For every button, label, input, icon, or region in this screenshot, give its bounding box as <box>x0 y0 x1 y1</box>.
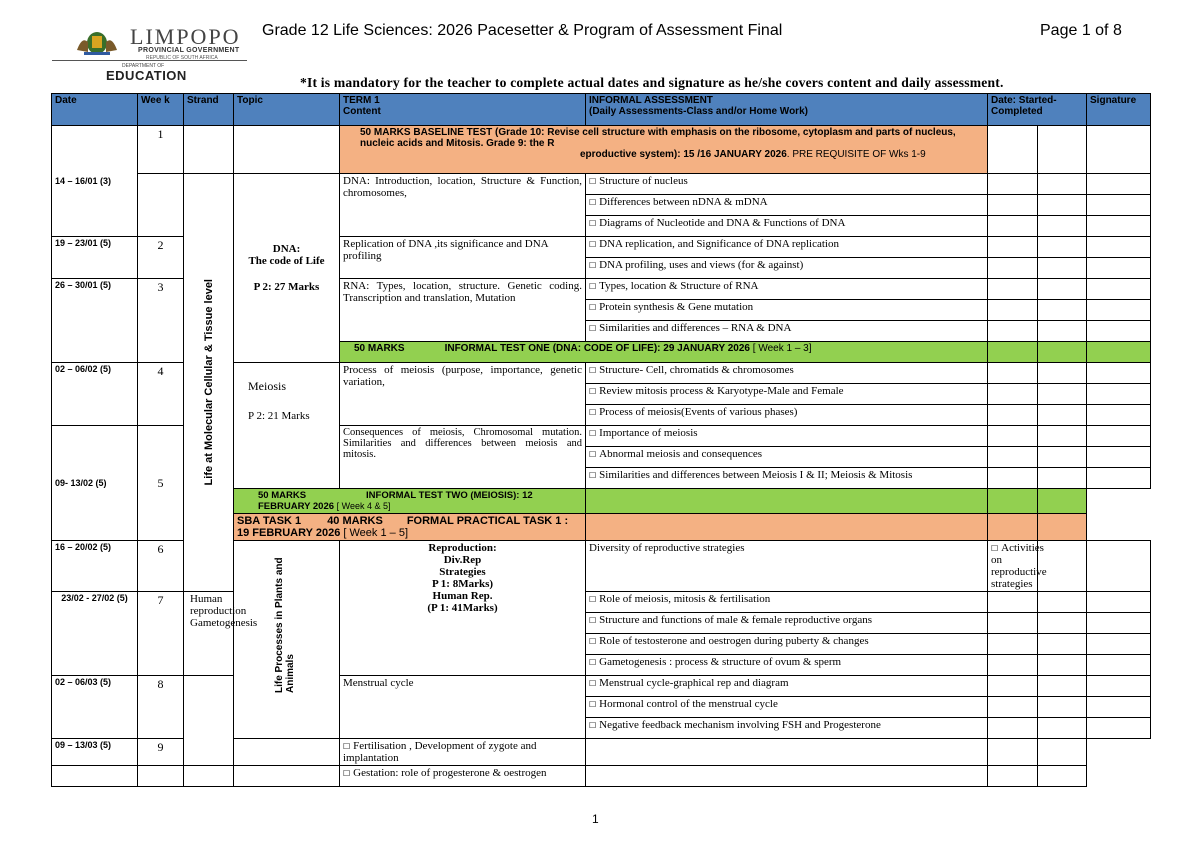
signature-cell <box>1087 216 1151 237</box>
logo-divider <box>52 60 247 61</box>
completed-cell <box>1038 342 1087 363</box>
checkbox-icon: ☐ <box>589 303 597 312</box>
started-cell <box>586 739 988 766</box>
content-cell: Process of meiosis (purpose, importance, genetic variation, <box>340 363 586 426</box>
informal-item <box>586 426 988 447</box>
topic-meiosis-marks: P 2: 21 Marks <box>248 410 310 422</box>
signature-cell <box>1087 468 1151 489</box>
informal-item <box>586 613 988 634</box>
started-cell <box>988 592 1038 613</box>
checkbox-icon: ☐ <box>589 282 597 291</box>
completed-cell <box>1038 384 1087 405</box>
completed-cell <box>1038 279 1087 300</box>
content-cell: RNA: Types, location, structure. Genetic coding. Transcription and translation, Mutation <box>340 279 586 342</box>
sba-text: FORMAL PRACTICAL TASK 1 : 19 FEBRUARY 2026 <box>237 515 569 539</box>
sba-task: SBA TASK 1 <box>237 515 302 527</box>
test2-weeks: [ Week 4 & 5] <box>336 501 391 511</box>
started-cell <box>988 321 1038 342</box>
informal-item <box>586 363 988 384</box>
informal-item-text: Abnormal meiosis and consequences <box>599 448 762 460</box>
date-cell: 26 – 30/01 (5) <box>52 279 138 363</box>
date-cell: 09 – 13/03 (5) <box>52 739 138 766</box>
informal-item <box>340 739 586 766</box>
topic-meiosis-cell <box>234 363 340 489</box>
completed-cell <box>988 514 1038 541</box>
test2-marks: 50 MARKS <box>258 490 307 501</box>
informal-item <box>586 216 988 237</box>
test2-text: INFORMAL TEST TWO (MEIOSIS): 12 FEBRUARY 2026 <box>258 490 533 512</box>
mandatory-notice: *It is mandatory for the teacher to complete actual dates and signature as he/she covers content and daily assessment. <box>300 75 1004 90</box>
week-cell: 7 <box>138 592 184 676</box>
col-signature: Signature <box>1087 94 1151 126</box>
informal-item-text: Structure- Cell, chromatids & chromosomes <box>599 364 794 376</box>
started-cell <box>988 676 1038 697</box>
informal-item <box>586 321 988 342</box>
table-row <box>52 766 1151 787</box>
logo-line1: PROVINCIAL GOVERNMENT <box>138 47 240 54</box>
col-informal-sub: (Daily Assessments-Class and/or Home Work) <box>589 106 808 117</box>
informal-item <box>340 766 586 787</box>
col-informal <box>586 94 988 126</box>
completed-cell <box>1038 655 1087 676</box>
signature-cell <box>1087 697 1151 718</box>
topic-dna-title: DNA: <box>272 243 301 255</box>
signature-cell <box>1087 447 1151 468</box>
checkbox-icon: ☐ <box>589 177 597 186</box>
content-cell: Human reproduction Gametogenesis <box>184 592 234 676</box>
completed-cell <box>1038 216 1087 237</box>
topic-repro-l6: (P 1: 41Marks) <box>427 602 498 614</box>
checkbox-icon: ☐ <box>991 544 999 553</box>
informal-item <box>586 655 988 676</box>
started-cell <box>988 126 1038 174</box>
signature-cell <box>1087 363 1151 384</box>
checkbox-icon: ☐ <box>589 408 597 417</box>
test1-text: INFORMAL TEST ONE (DNA: CODE OF LIFE): 29 JANUARY 2026 <box>444 343 750 354</box>
week-cell: 6 <box>138 541 184 592</box>
topic-repro-l1: Reproduction: <box>428 542 497 554</box>
started-cell <box>988 258 1038 279</box>
topic-repro-l4: P 1: 8Marks) <box>431 578 494 590</box>
signature-cell <box>1087 676 1151 697</box>
signature-cell <box>1087 634 1151 655</box>
informal-item-text: Role of meiosis, mitosis & fertilisation <box>599 593 771 605</box>
checkbox-icon: ☐ <box>589 261 597 270</box>
checkbox-icon: ☐ <box>343 742 351 751</box>
week-cell <box>138 766 184 787</box>
checkbox-icon: ☐ <box>589 240 597 249</box>
strand-cell <box>184 766 234 787</box>
informal-item-text: Fertilisation , Development of zygote and implantation <box>343 740 537 764</box>
checkbox-icon: ☐ <box>589 721 597 730</box>
week-cell: 8 <box>138 676 184 739</box>
date-cell <box>52 766 138 787</box>
table-row <box>52 174 1151 195</box>
started-cell <box>988 697 1038 718</box>
date-cell: 14 – 16/01 (3) <box>52 126 138 237</box>
checkbox-icon: ☐ <box>589 658 597 667</box>
completed-cell <box>1038 237 1087 258</box>
informal-item-text: Similarities and differences – RNA & DNA <box>599 322 792 334</box>
sba-weeks: [ Week 1 – 5] <box>343 527 408 539</box>
completed-cell <box>1038 258 1087 279</box>
informal-item-text: Protein synthesis & Gene mutation <box>599 301 754 313</box>
signature-cell <box>1087 321 1151 342</box>
informal-item <box>586 384 988 405</box>
started-cell <box>988 634 1038 655</box>
started-cell <box>586 766 988 787</box>
week-cell: 1 <box>138 126 184 174</box>
completed-cell <box>1038 697 1087 718</box>
checkbox-icon: ☐ <box>589 429 597 438</box>
strand-label-2: Life Processes in Plants and Animals <box>273 557 296 693</box>
started-cell <box>988 613 1038 634</box>
strand-cell-1 <box>184 174 234 592</box>
completed-cell <box>988 766 1038 787</box>
signature-cell <box>1087 195 1151 216</box>
started-cell <box>988 363 1038 384</box>
informal-item <box>988 541 1047 592</box>
informal-item-text: Structure of nucleus <box>599 175 688 187</box>
date-cell: 16 – 20/02 (5) <box>52 541 138 592</box>
informal-item <box>586 468 988 489</box>
logo-education: EDUCATION <box>106 68 187 83</box>
informal-item <box>586 447 988 468</box>
informal-test-one-cell <box>340 342 988 363</box>
signature-cell <box>1087 258 1151 279</box>
sba-task-cell <box>234 514 586 541</box>
signature-cell <box>1038 514 1087 541</box>
started-cell <box>988 216 1038 237</box>
started-cell <box>988 342 1038 363</box>
started-cell <box>988 718 1038 739</box>
col-informal-title: INFORMAL ASSESSMENT <box>589 95 713 106</box>
checkbox-icon: ☐ <box>589 679 597 688</box>
started-cell <box>988 195 1038 216</box>
sba-marks: 40 MARKS <box>327 515 383 527</box>
logo-dept: DEPARTMENT OF <box>122 63 165 69</box>
informal-item-text: Gestation: role of progesterone & oestrogen <box>353 767 547 779</box>
signature-cell <box>1038 766 1087 787</box>
col-strand: Strand <box>184 94 234 126</box>
informal-item-text: Diagrams of Nucleotide and DNA & Functions of DNA <box>599 217 846 229</box>
date-cell: 02 – 06/02 (5) <box>52 363 138 426</box>
completed-cell <box>1087 541 1151 592</box>
topic-meiosis-title: Meiosis <box>248 379 287 393</box>
completed-cell <box>1038 426 1087 447</box>
topic-dna-cell <box>234 174 340 363</box>
informal-item-text: Types, location & Structure of RNA <box>599 280 759 292</box>
signature-cell <box>1087 279 1151 300</box>
content-cell: Menstrual cycle <box>340 676 586 739</box>
col-content <box>340 94 586 126</box>
topic-cell <box>234 126 340 174</box>
week-cell <box>138 174 184 237</box>
informal-item-text: Structure and functions of male & female reproductive organs <box>599 614 873 626</box>
signature-cell <box>1087 384 1151 405</box>
content-cell <box>234 766 340 787</box>
informal-item <box>586 279 988 300</box>
started-cell <box>988 174 1038 195</box>
pacesetter-table <box>51 93 1151 787</box>
baseline-text-3: . PRE REQUISITE OF Wks 1-9 <box>786 149 926 160</box>
signature-cell <box>1038 489 1087 514</box>
signature-cell <box>1087 174 1151 195</box>
topic-repro-l2: Div.Rep <box>443 554 482 566</box>
checkbox-icon: ☐ <box>589 700 597 709</box>
date-cell: 19 – 23/01 (5) <box>52 237 138 279</box>
table-row <box>52 676 1151 697</box>
signature-cell <box>1087 426 1151 447</box>
topic-repro-l3: Strategies <box>439 566 486 578</box>
checkbox-icon: ☐ <box>589 637 597 646</box>
signature-cell <box>1087 592 1151 613</box>
informal-item-text: Process of meiosis(Events of various phases) <box>599 406 798 418</box>
col-content-term: TERM 1 <box>343 95 380 106</box>
completed-cell <box>1038 634 1087 655</box>
started-cell <box>988 468 1038 489</box>
header-row <box>52 94 1151 126</box>
content-cell: Diversity of reproductive strategies <box>586 541 988 592</box>
informal-item <box>586 676 988 697</box>
logo-province: LIMPOPO <box>130 24 241 49</box>
informal-item-text: DNA profiling, uses and views (for & against) <box>599 259 804 271</box>
week-cell: 5 <box>138 426 184 541</box>
informal-item-text: Importance of meiosis <box>599 427 698 439</box>
baseline-text: 50 MARKS BASELINE TEST (Grade 10: Revise cell structure with emphasis on the ribosome, cytoplasm and parts of nucleus, nucleic acids and Mitosis. Grade 9: the R <box>360 127 956 149</box>
test1-marks: 50 MARKS <box>354 343 405 354</box>
strand-cell-2 <box>234 541 340 739</box>
signature-cell <box>1087 613 1151 634</box>
week-cell: 4 <box>138 363 184 426</box>
date-cell: 09- 13/02 (5) <box>52 426 138 541</box>
informal-item <box>586 405 988 426</box>
informal-item <box>586 195 988 216</box>
content-cell: Consequences of meiosis, Chromosomal mutation. Similarities and differences between meiosis and mitosis. <box>340 426 586 489</box>
informal-item-text: Role of testosterone and oestrogen during puberty & changes <box>599 635 869 647</box>
completed-cell <box>1038 676 1087 697</box>
informal-item <box>586 592 988 613</box>
baseline-test-cell <box>340 126 988 174</box>
strand-label-1: Life at Molecular Cellular & Tissue level <box>202 279 215 486</box>
content-cell <box>234 739 340 766</box>
topic-cell <box>184 676 234 766</box>
topic-repro-l5: Human Rep. <box>432 590 493 602</box>
signature-cell <box>1087 405 1151 426</box>
completed-cell <box>1038 592 1087 613</box>
checkbox-icon: ☐ <box>589 471 597 480</box>
topic-repro-cell <box>340 541 586 676</box>
signature-cell <box>1087 655 1151 676</box>
col-date: Date <box>52 94 138 126</box>
completed-cell <box>1038 195 1087 216</box>
informal-item-text: Similarities and differences between Meiosis I & II; Meiosis & Mitosis <box>599 469 913 481</box>
completed-cell <box>1038 174 1087 195</box>
informal-item-text: Review mitosis process & Karyotype-Male and Female <box>599 385 844 397</box>
col-week: Wee k <box>138 94 184 126</box>
completed-cell <box>1038 468 1087 489</box>
informal-item-text: Menstrual cycle-graphical rep and diagram <box>599 677 789 689</box>
started-cell <box>988 279 1038 300</box>
topic-dna-marks: P 2: 27 Marks <box>253 281 320 293</box>
started-cell <box>988 384 1038 405</box>
informal-item-text: Gametogenesis : process & structure of ovum & sperm <box>599 656 842 668</box>
col-content-label: Content <box>343 106 381 117</box>
signature-cell <box>1087 718 1151 739</box>
informal-item-text: Hormonal control of the menstrual cycle <box>599 698 778 710</box>
informal-item-text: Negative feedback mechanism involving FSH and Progesterone <box>599 719 881 731</box>
started-cell <box>988 300 1038 321</box>
date-cell: 02 – 06/03 (5) <box>52 676 138 739</box>
week-cell: 9 <box>138 739 184 766</box>
checkbox-icon: ☐ <box>589 198 597 207</box>
informal-item-text: Activities on reproductive strategies <box>991 542 1047 590</box>
completed-cell <box>1038 613 1087 634</box>
week-cell: 3 <box>138 279 184 363</box>
started-cell <box>988 447 1038 468</box>
completed-cell <box>1038 447 1087 468</box>
checkbox-icon: ☐ <box>343 769 351 778</box>
informal-item <box>586 258 988 279</box>
completed-cell <box>1038 300 1087 321</box>
checkbox-icon: ☐ <box>589 366 597 375</box>
started-cell <box>586 514 988 541</box>
checkbox-icon: ☐ <box>589 324 597 333</box>
informal-item <box>586 174 988 195</box>
informal-item <box>586 634 988 655</box>
informal-item <box>586 300 988 321</box>
checkbox-icon: ☐ <box>589 450 597 459</box>
started-cell <box>988 405 1038 426</box>
topic-dna-subtitle: The code of Life <box>248 255 325 267</box>
informal-item <box>586 237 988 258</box>
page-indicator: Page 1 of 8 <box>1040 22 1122 39</box>
document-title: Grade 12 Life Sciences: 2026 Pacesetter & Program of Assessment Final <box>262 22 783 39</box>
signature-cell <box>1087 237 1151 258</box>
date-cell: 23/02 - 27/02 (5) <box>52 592 138 676</box>
informal-item-text: Differences between nDNA & mDNA <box>599 196 768 208</box>
checkbox-icon: ☐ <box>589 616 597 625</box>
started-cell <box>988 426 1038 447</box>
informal-test-two-cell <box>234 489 586 514</box>
started-cell <box>988 655 1038 676</box>
started-cell <box>586 489 988 514</box>
completed-cell <box>1038 363 1087 384</box>
checkbox-icon: ☐ <box>589 387 597 396</box>
informal-item-text: DNA replication, and Significance of DNA replication <box>599 238 839 250</box>
logo-line2: REPUBLIC OF SOUTH AFRICA <box>146 55 218 61</box>
signature-cell <box>1038 739 1087 766</box>
completed-cell <box>988 489 1038 514</box>
baseline-text-2: eproductive system): 15 /16 JANUARY 2026 <box>580 149 787 160</box>
checkbox-icon: ☐ <box>589 219 597 228</box>
informal-item <box>586 697 988 718</box>
table-row <box>52 592 1151 613</box>
col-started: Date: Started- Completed <box>988 94 1087 126</box>
test1-weeks: [ Week 1 – 3] <box>752 343 812 354</box>
checkbox-icon: ☐ <box>589 595 597 604</box>
week-cell: 2 <box>138 237 184 279</box>
completed-cell <box>1038 321 1087 342</box>
completed-cell <box>1038 126 1087 174</box>
col-topic: Topic <box>234 94 340 126</box>
limpopo-crest-icon <box>72 28 122 56</box>
strand-cell <box>184 126 234 174</box>
completed-cell <box>1038 405 1087 426</box>
informal-item <box>586 718 988 739</box>
table-row <box>52 126 1151 174</box>
content-cell: DNA: Introduction, location, Structure & Function, chromosomes, <box>340 174 586 237</box>
signature-cell <box>1087 342 1151 363</box>
signature-cell <box>1087 300 1151 321</box>
completed-cell <box>1038 718 1087 739</box>
completed-cell <box>988 739 1038 766</box>
signature-cell <box>1087 126 1151 174</box>
started-cell <box>988 237 1038 258</box>
content-cell: Replication of DNA ,its significance and DNA profiling <box>340 237 586 279</box>
footer-page-number: 1 <box>592 812 599 826</box>
